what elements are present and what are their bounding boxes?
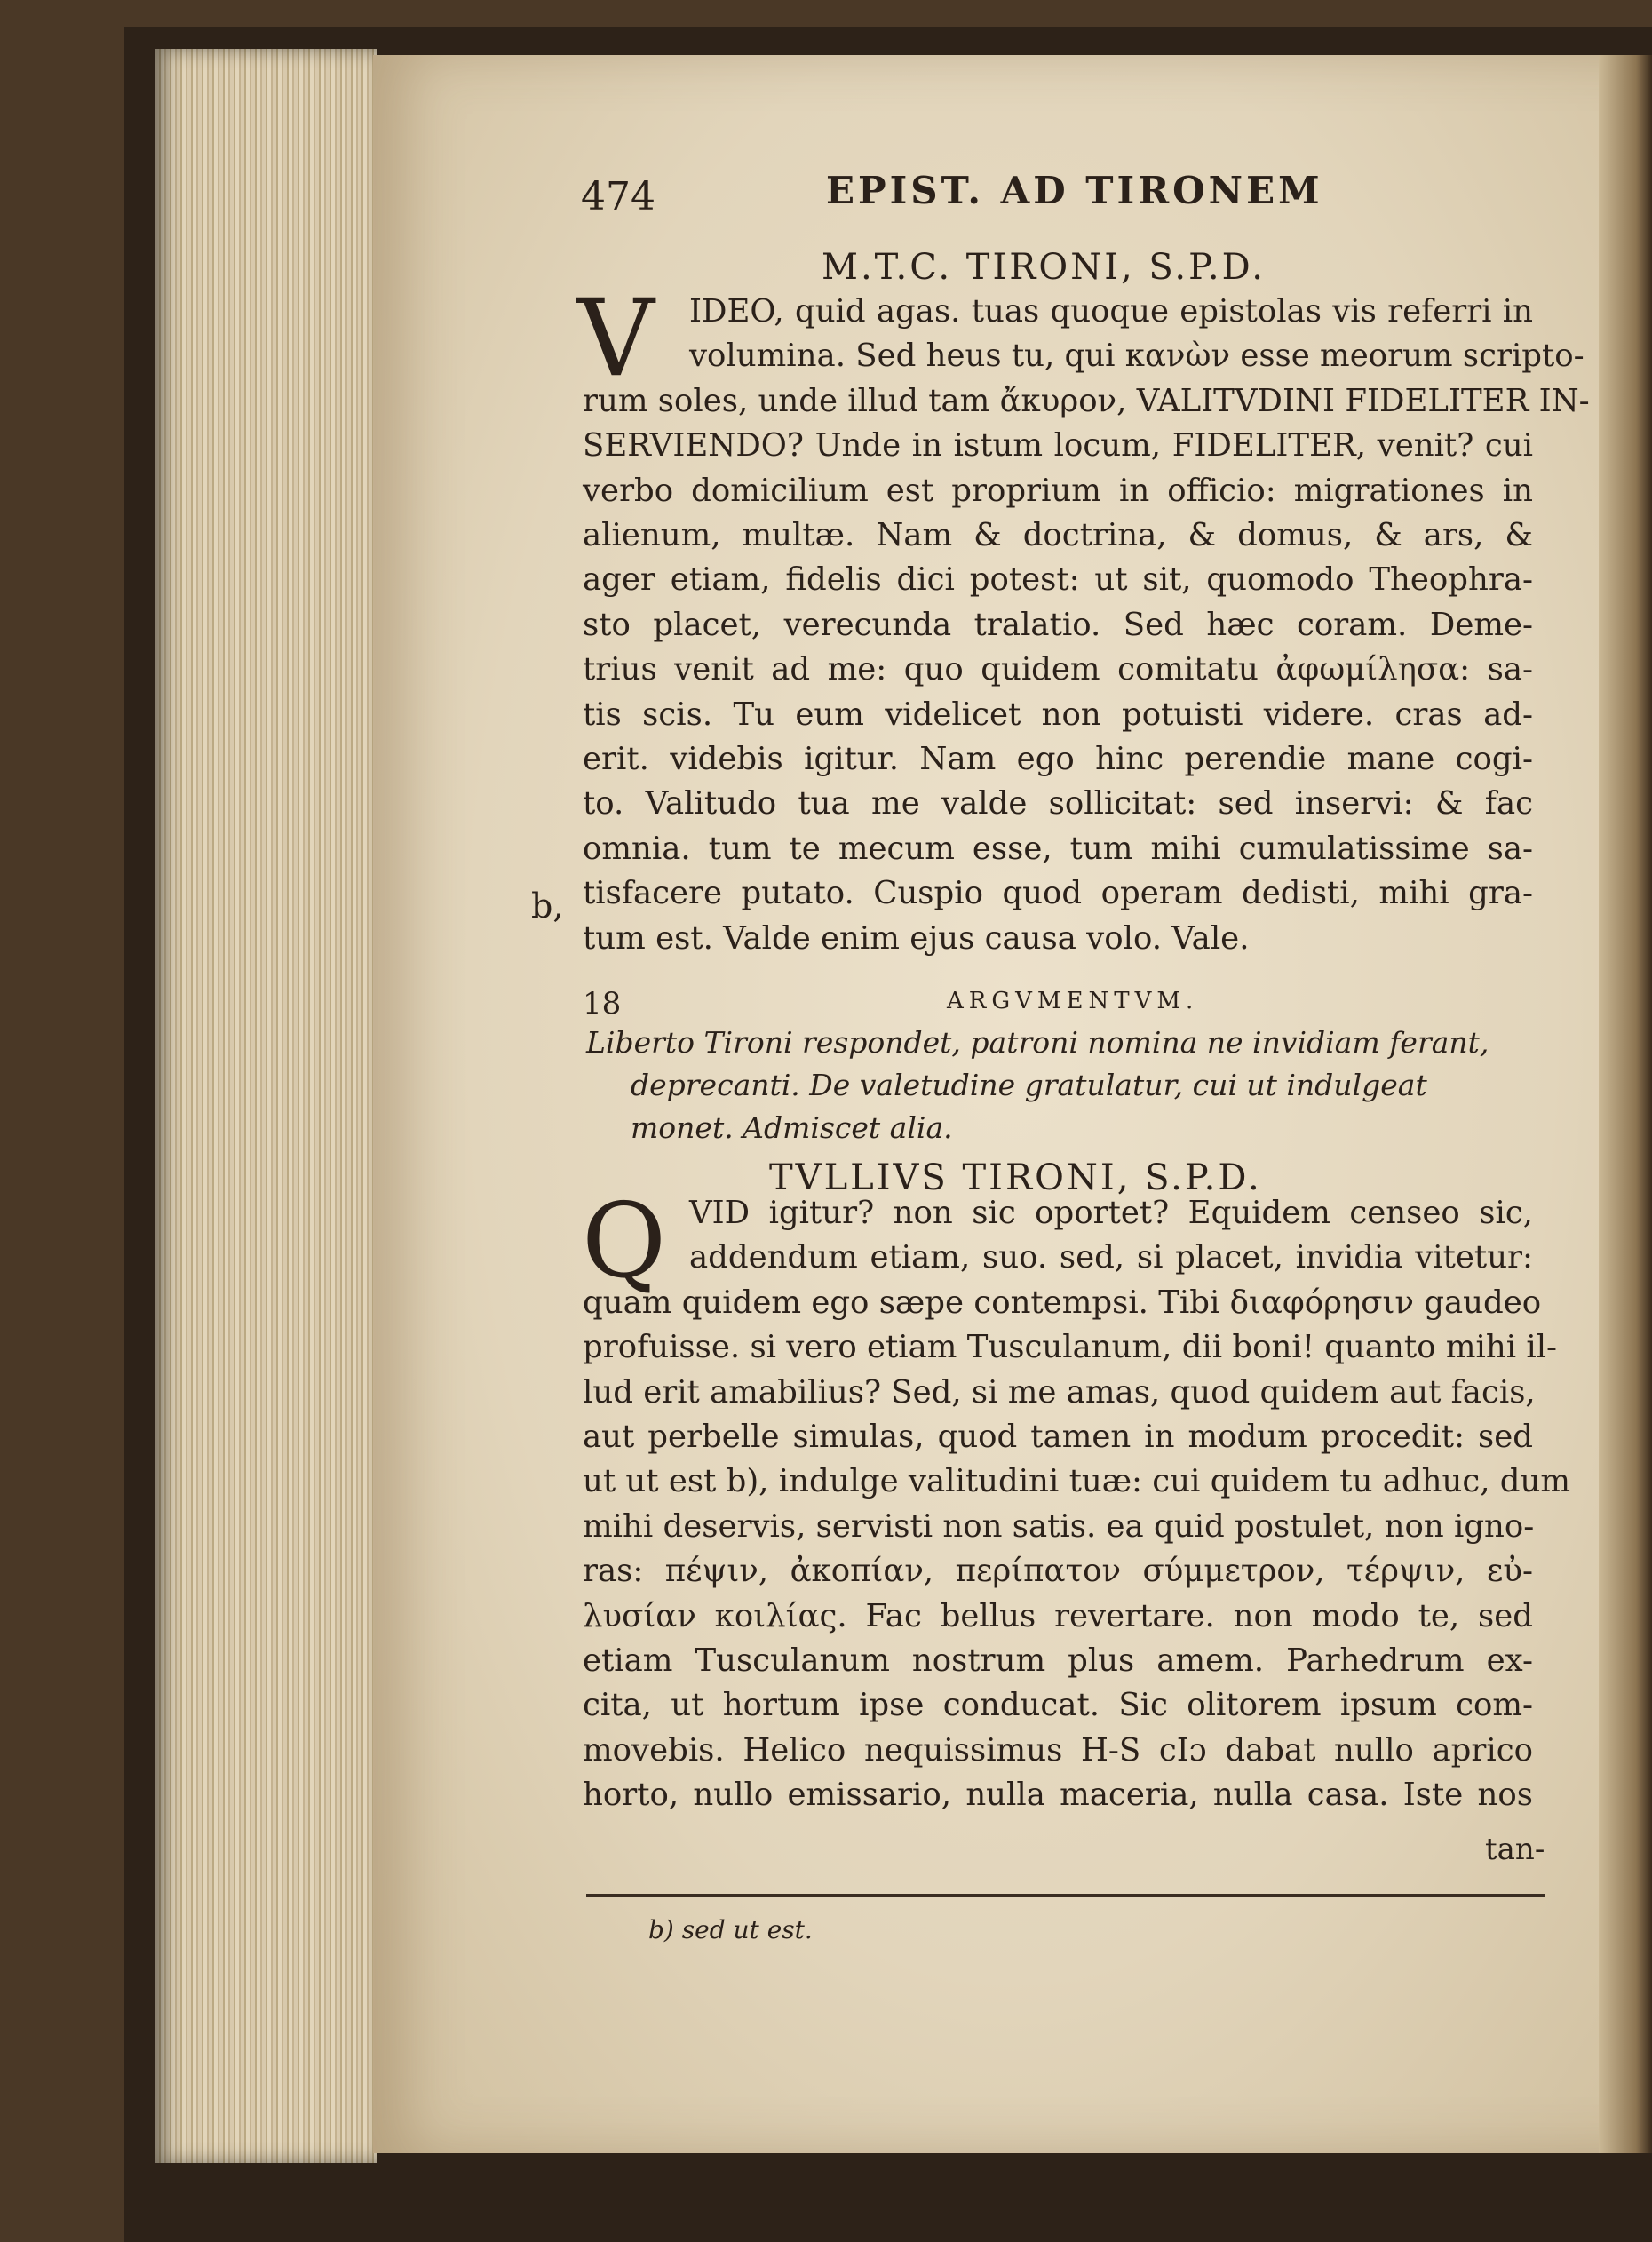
text-line: verbo domicilium est proprium in officio: migrationes in	[583, 472, 1533, 509]
letter1-title: M.T.C. TIRONI, S.P.D.	[822, 247, 1266, 288]
book-gutter	[1599, 55, 1652, 2153]
letter2-dropcap: Q	[582, 1181, 667, 1301]
text-line: tisfacere putato. Cuspio quod operam dedisti, mihi gra-	[583, 875, 1533, 912]
page-number: 474	[581, 174, 655, 219]
text-line: omnia. tum te mecum esse, tum mihi cumulatissime sa-	[583, 830, 1533, 867]
letter2-text	[582, 1181, 1571, 1818]
text-line: SERVIENDO? Unde in istum locum, FIDELITER, venit? cui	[583, 427, 1533, 465]
text-line: horto, nullo emissario, nulla maceria, nulla casa. Iste nos	[583, 1777, 1533, 1814]
footnote-rule	[586, 1894, 1545, 1897]
text-line: ras: πέψιν, ἀκοπίαν, περίπατον σύμμετρον, τέρψιν, εὐ-	[583, 1553, 1533, 1590]
text-line: cita, ut hortum ipse conducat. Sic olitorem ipsum com-	[583, 1687, 1533, 1724]
text-line: IDEO, quid agas. tuas quoque epistolas vis referri in	[689, 293, 1533, 330]
letter1-text	[583, 290, 1590, 961]
text-line: mihi deservis, servisti non satis. ea quid postulet, non igno-	[583, 1507, 1535, 1545]
text-line: aut perbelle simulas, quod tamen in modum procedit: sed	[583, 1419, 1533, 1456]
text-line: lud erit amabilius? Sed, si me amas, quod quidem aut facis,	[583, 1373, 1536, 1411]
text-line: tis scis. Tu eum videlicet non potuisti videre. cras ad-	[583, 696, 1533, 733]
text-line: ager etiam, fidelis dici potest: ut sit, quomodo Theophra-	[583, 561, 1533, 599]
text-line: tum est. Valde enim ejus causa volo. Vale.	[583, 919, 1250, 957]
letter2-title: TVLLIVS TIRONI, S.P.D.	[769, 1157, 1262, 1198]
letter-number: 18	[583, 986, 622, 1022]
text-line: quam quidem ego sæpe contempsi. Tibi διαφόρησιν gaudeo	[583, 1284, 1542, 1321]
argument-line: monet. Admiscet alia.	[631, 1110, 953, 1145]
text-line: alienum, multæ. Nam & doctrina, & domus, & ars, &	[583, 517, 1533, 554]
text-line: ut ut est b), indulge valitudini tuæ: cui quidem tu adhuc, dum	[583, 1463, 1571, 1500]
running-head: EPIST. AD TIRONEM	[826, 169, 1323, 212]
text-line: trius venit ad me: quo quidem comitatu ἀφωμίλησα: sa-	[583, 651, 1533, 688]
letter1-dropcap: V	[577, 277, 655, 401]
text-line: profuisse. si vero etiam Tusculanum, dii boni! quanto mihi il-	[583, 1329, 1558, 1366]
text-line: rum soles, unde illud tam ἄκυρον, VALITVDINI FIDELITER IN-	[583, 382, 1590, 419]
text-line: λυσίαν κοιλίας. Fac bellus revertare. non modo te, sed	[583, 1597, 1533, 1634]
argument-line: deprecanti. De valetudine gratulatur, cui ut indulgeat	[631, 1068, 1427, 1102]
footnote: b) sed ut est.	[648, 1915, 813, 1944]
text-line: sto placet, verecunda tralatio. Sed hæc coram. Deme-	[583, 606, 1533, 643]
text-line: etiam Tusculanum nostrum plus amem. Parhedrum ex-	[583, 1642, 1533, 1680]
text-line: volumina. Sed heus tu, qui κανὼν esse meorum scripto-	[689, 338, 1584, 375]
argument-heading: ARGVMENTVM.	[947, 988, 1199, 1014]
text-line: VID igitur? non sic oportet? Equidem censeo sic,	[689, 1195, 1533, 1231]
text-line: addendum etiam, suo. sed, si placet, invidia vitetur:	[689, 1239, 1533, 1276]
argument-text	[586, 1022, 1535, 1149]
text-line: erit. videbis igitur. Nam ego hinc perendie mane cogi-	[583, 741, 1533, 778]
page-edges	[155, 49, 377, 2163]
text-line: to. Valitudo tua me valde sollicitat: sed inservi: & fac	[583, 785, 1533, 823]
argument-line: Liberto Tironi respondet, patroni nomina ne invidiam ferant,	[586, 1025, 1489, 1060]
margin-note: b,	[531, 886, 564, 926]
catchword: tan-	[1485, 1832, 1545, 1867]
text-line: movebis. Helico nequissimus H-S cIɔ dabat nullo aprico	[583, 1731, 1533, 1769]
